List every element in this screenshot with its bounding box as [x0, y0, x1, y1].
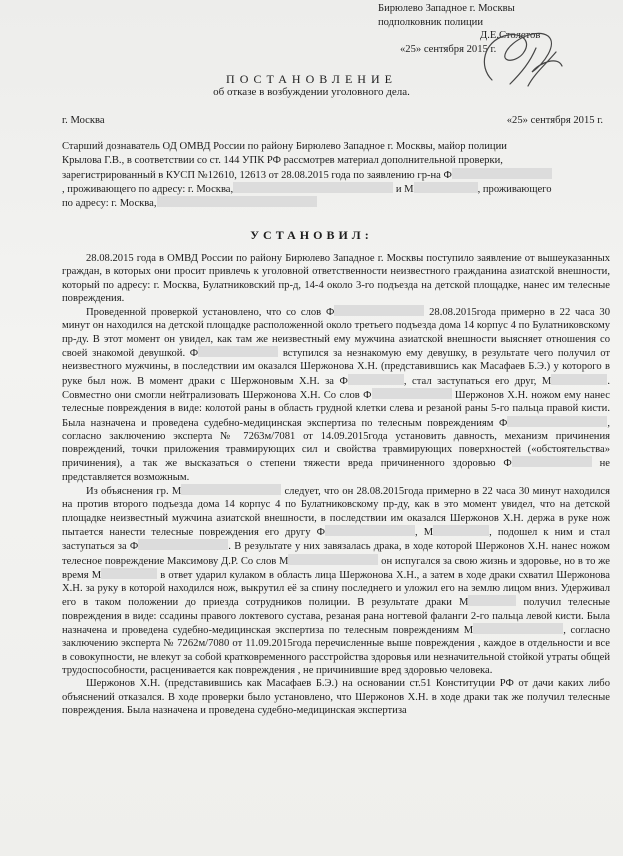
paragraph-4	[62, 677, 610, 717]
text: не представляется возможным.	[62, 458, 610, 483]
text: , подошел к ним и стал заступаться за Ф	[62, 526, 610, 553]
document-title: ПОСТАНОВЛЕНИЕ	[226, 72, 397, 86]
text: Шержонов Х.Н. ножом ему нанес телесные повреждения в виде: колотой раны в область грудной клетки слева и резаной раны 5-го пальца правой кисти. Была назначена и проведена судебно-медицинская экспертиза по телесным повреждениям Ф	[62, 389, 610, 429]
redacted-address	[233, 182, 393, 193]
intro-line-2: Крылова Г.В., в соответствии со ст. 144 УПК РФ рассмотрев материал дополнительной проверки,	[62, 155, 503, 166]
intro-line-4-tail: , проживающего	[477, 184, 552, 195]
intro-line-3	[62, 168, 552, 183]
redacted-name	[181, 484, 281, 495]
paragraph-3	[62, 484, 610, 677]
redacted-name	[512, 456, 592, 467]
intro-line-4	[62, 182, 552, 197]
redacted-name	[414, 182, 478, 193]
text: 28.08.2015года примерно в 22 часа 30 минут он находился на детской площадке расположенной около третьего подъезда дома 14 корпус 4 по Булатниковскому пр-ду. В этот момент он увидел, как там же неизвестный ему мужчина азиатской внешности выясняет отношения со своей знакомой девушкой. Ф	[62, 307, 610, 360]
redacted-name	[551, 374, 607, 385]
intro-line-5	[62, 196, 317, 211]
ustanovil-heading: УСТАНОВИЛ:	[250, 228, 373, 242]
header-line-2: подполковник полиции	[378, 16, 483, 28]
redacted-name	[433, 525, 489, 536]
text: , согласно заключению эксперта № 7263м/7081 от 14.09.2015года установить давность, механизм причинения повреждений, точки приложения травмирующих сил и свойства травмирующих поверхностей («обстоятельства» причинения), а так же высказаться о степени тяжести вреда причиненного здоровью Ф	[62, 417, 610, 470]
header-line-3: Д.Е.Столетов	[480, 30, 541, 42]
text: следует, что он 28.08.2015года примерно в 22 часа 30 минут находился на против второго подъезда дома 14 корпус 4 по Булатниковскому пр-ду, как в это момент увидел, что на детской площадке неизвестный мужчина азиатской внешности, в последствии им оказался Шержонов Х.Н. держа в руке нож пытается нанести телесные повреждения его другу Ф	[62, 486, 610, 538]
text: Шержонов Х.Н. (представившись как Масафаев Б.Э.) на основании ст.51 Конституции РФ от дачи каких либо объяснений отказался. В ходе проверки было установлено, что Шержонов Х.Н. в ходе драки так же получил телесные повреждения. Была назначена и проведена судебно-медицинская экспертиза	[62, 678, 610, 716]
text: , согласно заключению эксперта № 7262м/7080 от 11.09.2015года перечисленные выше повреждения , каждое в отдельности и все в совокупности, не влекут за собой кратковременного расстройства здоровья или незначительной стойкой утраты общей трудоспособности, расценивается как повреждения , не причинившие вред здоровью человека.	[62, 625, 610, 676]
text: . В результате у них завязалась драка, в ходе которой Шержонов Х.Н. нанес ножом телесное повреждение Максимову Д.Р. Со слов М	[62, 541, 611, 567]
place: г. Москва	[62, 115, 105, 126]
redacted-address	[157, 196, 317, 207]
redacted-name	[138, 539, 228, 550]
date: «25» сентября 2015 г.	[506, 115, 603, 126]
paragraph-1	[62, 252, 610, 305]
text: Проведенной проверкой установлено, что со слов Ф	[86, 307, 335, 319]
intro-line-4-name: и М	[395, 184, 414, 195]
text: . Совместно они смогли нейтрализовать Шержонова Х.Н. Со слов Ф	[62, 375, 610, 401]
document-subtitle: об отказе в возбуждении уголовного дела.	[213, 86, 410, 98]
intro-line-5-text: по адресу: г. Москва,	[62, 198, 157, 209]
text: он испугался за свою жизнь и здоровье, но в то же время М	[62, 555, 610, 581]
redacted-name	[372, 388, 452, 399]
paragraph-2	[62, 305, 610, 484]
redacted-name	[198, 346, 278, 357]
text: 28.08.2015 года в ОМВД России по району Бирюлево Западное г. Москвы поступило заявление от вышеуказанных граждан, в которых они просит привлечь к уголовной ответственности неизвестного гражданина азиатской внешности, который по адресу: г. Москва, Булатниковский пр-д, 14-4 около 3-го подъезда на детской площадке, нанес им телесные повреждения.	[62, 253, 610, 304]
redacted-name	[101, 568, 157, 579]
redacted-name	[288, 554, 378, 565]
redacted-name	[334, 305, 424, 316]
redacted-name	[452, 168, 552, 179]
text: получил телесные повреждения в виде: ссадины правого локтевого сустава, резаная рана ногтевой фаланги 2-го пальца левой кисти. Была назначена и проведена судебно-медицинская экспертиза по телесным повреждениям М	[62, 597, 610, 637]
intro-line-1: Старший дознаватель ОД ОМВД России по району Бирюлево Западное г. Москвы, майор полиции	[62, 141, 507, 152]
text: , М	[414, 526, 434, 538]
text: вступился за незнакомую ему девушку, в результате чего получил от неизвестного мужчины, в последствии им оказался Шержонова Х.Н. (представившись как Масафаев Б.Э.) у которого в руке был нож. В момент драки с Шержоновым Х.Н. за Ф	[62, 348, 610, 387]
redacted-name	[348, 374, 404, 385]
text: Из объяснения гр. М	[86, 486, 182, 498]
redacted-name	[473, 623, 563, 634]
document-body	[62, 252, 610, 717]
redacted-name	[468, 595, 516, 606]
header-line-1: Бирюлево Западное г. Москвы	[378, 3, 515, 14]
header-line-4: «25» сентября 2015 г.	[400, 43, 497, 55]
text: в ответ ударил кулаком в область лица Шержонова Х.Н., а затем в ходе драки схватил Шержонова Х.Н. за руку в которой находился нож, выкрутил её за спину последнего и уложил его на землю лицом вниз. Удерживал его в таком положении до приезда сотрудников полиции. В результате драки М	[62, 569, 610, 609]
redacted-name	[507, 416, 607, 427]
intro-line-3-text: зарегистрированный в КУСП №12610, 12613 от 28.08.2015 года по заявлению гр-на Ф	[62, 170, 452, 181]
text: , стал заступаться его друг, М	[403, 375, 552, 387]
redacted-name	[325, 525, 415, 536]
intro-line-4-text: , проживающего по адресу: г. Москва,	[62, 184, 234, 195]
